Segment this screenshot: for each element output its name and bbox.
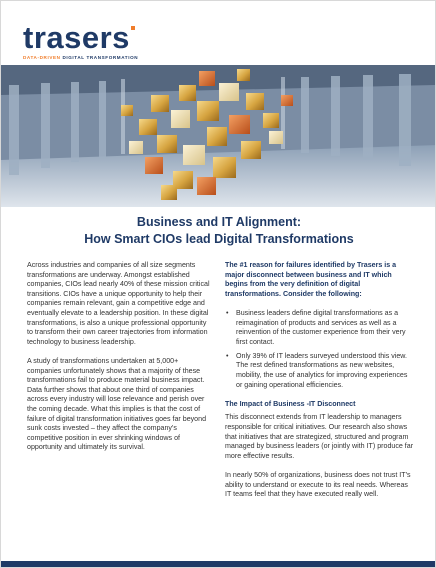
list-item: • Only 39% of IT leaders surveyed understood this view. The rest defined transformations as new websites, mobility, the use of analytics for improving experiences or gaining operational efficiencies. — [225, 352, 415, 390]
key-finding-lead: The #1 reason for failures identified by Trasers is a major disconnect between business and IT which begins from the very definition of digital transformations. Consider the following: — [225, 261, 397, 298]
disconnect-paragraph: This disconnect extends from IT leadership to managers responsible for critical initiatives. Our research also shows that initiatives that are strategized, structured and program managed by business leaders (or jointly with IT) produce far more effective results. — [225, 413, 414, 460]
hero-image — [1, 65, 436, 207]
logo-tagline-rest: DIGITAL TRANSFORMATION — [62, 55, 139, 60]
footer-bar — [1, 561, 436, 567]
logo-accent-dot — [131, 26, 135, 30]
logo-wordmark: trasers — [23, 20, 130, 55]
left-column — [27, 261, 213, 462]
section-heading: The Impact of Business -IT Disconnect — [225, 399, 356, 408]
trust-paragraph: In nearly 50% of organizations, business does not trust IT's ability to understand or execute to its real needs. Whereas IT teams feel that they have executed really well. — [225, 470, 411, 499]
logo-tagline-accent: DATA-DRIVEN — [23, 55, 61, 60]
document-title: Business and IT Alignment: — [136, 215, 302, 229]
findings-list — [225, 309, 415, 390]
study-paragraph: A study of transformations undertaken at 5,000+ companies unfortunately shows that a majority of these transformations fail to produce material business impact. Data further shows that about one third of companies across every industry will lose relevance and perish over the coming decade. What this implies is that the cost of failure of digital transformation initiatives goes far beyond sunk costs invested – they affect the company's competitive position in ever shrinking windows of opportunity and ultimately its survival. — [27, 356, 207, 452]
trasers-logo — [23, 20, 139, 60]
document-subtitle: How Smart CIOs lead Digital Transformations — [84, 232, 354, 246]
list-item: • Business leaders define digital transformations as a reimagination of products and services as well as a reinvention of the customer experience from their very first contact. — [225, 309, 415, 347]
hero-cubes-illustration — [1, 65, 436, 207]
intro-paragraph: Across industries and companies of all size segments transformations are underway. Amongst established companies, CIOs lead nearly 40% of these mission critical transitions. CIOs have a unique opportunity to help their companies remain relevant, gain a competitive edge and eventually elevate to a leadership position. In these digital transformations, is also a unique professional opportunity to transform their own career trajectories from information technology to business leadership. — [27, 261, 210, 346]
logo-tagline — [23, 55, 138, 60]
right-column — [225, 261, 415, 509]
